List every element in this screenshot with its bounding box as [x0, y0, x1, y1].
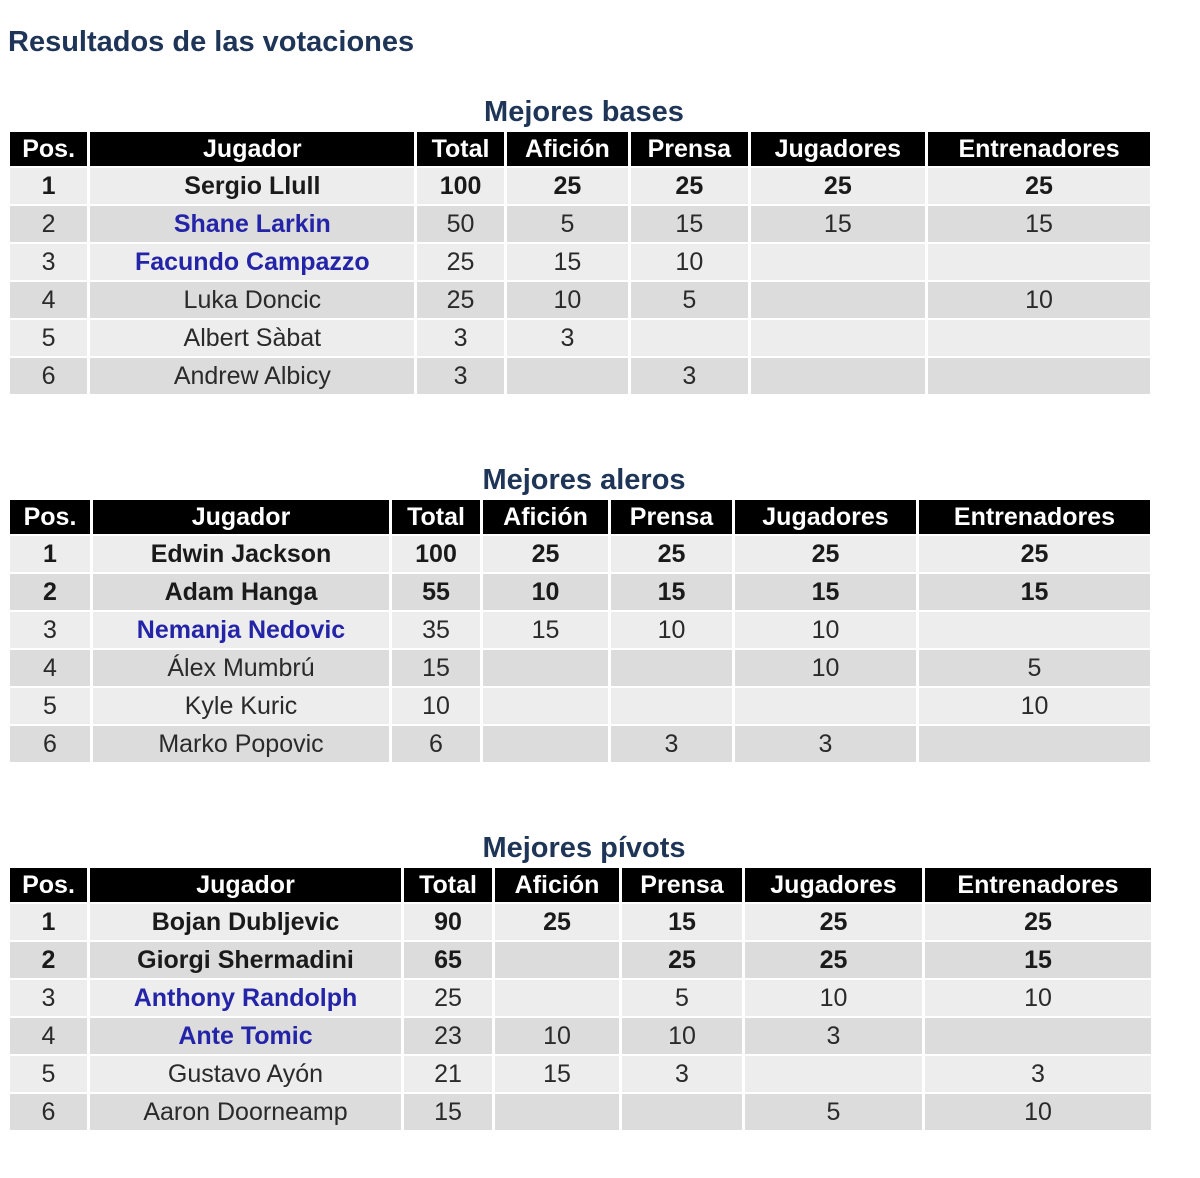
table-row — [10, 206, 1150, 242]
col-header-prensa: Prensa — [631, 132, 747, 166]
cell-pos: 1 — [10, 168, 87, 204]
cell-aficion: 15 — [483, 612, 608, 648]
cell-entrenadores — [928, 358, 1150, 394]
col-header-prensa: Prensa — [611, 500, 732, 534]
cell-total: 35 — [392, 612, 480, 648]
cell-prensa: 3 — [611, 726, 732, 762]
cell-jugadores — [751, 282, 926, 318]
cell-jugadores: 15 — [751, 206, 926, 242]
cell-total: 55 — [392, 574, 480, 610]
cell-pos: 5 — [10, 1056, 87, 1092]
cell-pos: 5 — [10, 688, 90, 724]
cell-aficion: 10 — [495, 1018, 619, 1054]
cell-entrenadores — [919, 612, 1150, 648]
cell-entrenadores: 15 — [928, 206, 1150, 242]
cell-prensa — [611, 688, 732, 724]
cell-player: Edwin Jackson — [93, 536, 389, 572]
cell-player: Albert Sàbat — [90, 320, 414, 356]
results-table — [7, 130, 1153, 396]
cell-player: Gustavo Ayón — [90, 1056, 401, 1092]
table-row — [10, 320, 1150, 356]
table-row — [10, 688, 1150, 724]
cell-prensa — [631, 320, 747, 356]
player-link[interactable]: Facundo Campazzo — [90, 244, 414, 280]
table-row — [10, 574, 1150, 610]
section-title: Mejores pívots — [482, 832, 686, 864]
cell-entrenadores — [925, 1018, 1151, 1054]
col-header-jugadores: Jugadores — [751, 132, 926, 166]
table-row — [10, 168, 1150, 204]
cell-entrenadores: 10 — [919, 688, 1150, 724]
cell-jugadores: 10 — [745, 980, 922, 1016]
cell-jugadores — [735, 688, 916, 724]
cell-total: 65 — [404, 942, 492, 978]
cell-pos: 4 — [10, 282, 87, 318]
cell-aficion — [495, 942, 619, 978]
section-mejores-bases — [10, 94, 1150, 396]
cell-total: 100 — [392, 536, 480, 572]
cell-aficion: 25 — [495, 904, 619, 940]
cell-player: Aaron Doorneamp — [90, 1094, 401, 1130]
table-row — [10, 244, 1150, 280]
col-header-prensa: Prensa — [622, 868, 742, 902]
table-row — [10, 942, 1151, 978]
cell-total: 90 — [404, 904, 492, 940]
col-header-jugador: Jugador — [90, 132, 414, 166]
cell-total: 3 — [417, 320, 503, 356]
cell-pos: 4 — [10, 650, 90, 686]
cell-total: 50 — [417, 206, 503, 242]
section-mejores-pivots — [10, 830, 1150, 1132]
cell-prensa: 3 — [622, 1056, 742, 1092]
header-row — [10, 868, 1151, 902]
cell-jugadores: 5 — [745, 1094, 922, 1130]
col-header-jugador: Jugador — [90, 868, 401, 902]
cell-player: Giorgi Shermadini — [90, 942, 401, 978]
cell-jugadores — [751, 320, 926, 356]
col-header-jugador: Jugador — [93, 500, 389, 534]
cell-player: Álex Mumbrú — [93, 650, 389, 686]
cell-entrenadores: 10 — [925, 1094, 1151, 1130]
col-header-pos: Pos. — [10, 500, 90, 534]
cell-entrenadores: 15 — [925, 942, 1151, 978]
col-header-aficion: Afición — [507, 132, 628, 166]
col-header-pos: Pos. — [10, 868, 87, 902]
cell-pos: 6 — [10, 1094, 87, 1130]
cell-total: 25 — [417, 282, 503, 318]
cell-total: 100 — [417, 168, 503, 204]
table-row — [10, 904, 1151, 940]
results-table — [7, 866, 1154, 1132]
cell-total: 15 — [392, 650, 480, 686]
cell-total: 25 — [417, 244, 503, 280]
cell-aficion: 15 — [507, 244, 628, 280]
cell-pos: 3 — [10, 244, 87, 280]
cell-entrenadores — [919, 726, 1150, 762]
table-row — [10, 980, 1151, 1016]
cell-prensa: 10 — [631, 244, 747, 280]
col-header-entrenadores: Entrenadores — [919, 500, 1150, 534]
section-title: Mejores bases — [484, 96, 684, 128]
cell-prensa: 25 — [611, 536, 732, 572]
cell-pos: 1 — [10, 536, 90, 572]
cell-jugadores: 3 — [745, 1018, 922, 1054]
cell-pos: 3 — [10, 612, 90, 648]
cell-aficion: 25 — [507, 168, 628, 204]
cell-jugadores — [751, 358, 926, 394]
cell-pos: 2 — [10, 574, 90, 610]
cell-aficion: 10 — [507, 282, 628, 318]
cell-player: Adam Hanga — [93, 574, 389, 610]
cell-prensa — [611, 650, 732, 686]
cell-pos: 6 — [10, 358, 87, 394]
cell-jugadores: 10 — [735, 612, 916, 648]
col-header-aficion: Afición — [483, 500, 608, 534]
cell-total: 10 — [392, 688, 480, 724]
table-row — [10, 1094, 1151, 1130]
col-header-entrenadores: Entrenadores — [928, 132, 1150, 166]
cell-jugadores: 25 — [751, 168, 926, 204]
results-table — [7, 498, 1153, 764]
table-row — [10, 282, 1150, 318]
cell-aficion — [495, 1094, 619, 1130]
cell-jugadores: 3 — [735, 726, 916, 762]
section-mejores-aleros — [10, 462, 1150, 764]
cell-pos: 2 — [10, 942, 87, 978]
cell-prensa: 25 — [622, 942, 742, 978]
cell-aficion: 5 — [507, 206, 628, 242]
player-link[interactable]: Anthony Randolph — [90, 980, 401, 1016]
cell-entrenadores: 10 — [928, 282, 1150, 318]
cell-aficion: 15 — [495, 1056, 619, 1092]
col-header-jugadores: Jugadores — [745, 868, 922, 902]
player-link[interactable]: Shane Larkin — [90, 206, 414, 242]
header-row — [10, 500, 1150, 534]
cell-jugadores: 25 — [745, 904, 922, 940]
cell-pos: 6 — [10, 726, 90, 762]
cell-total: 3 — [417, 358, 503, 394]
cell-player: Bojan Dubljevic — [90, 904, 401, 940]
cell-aficion — [495, 980, 619, 1016]
cell-jugadores: 25 — [735, 536, 916, 572]
cell-prensa: 15 — [622, 904, 742, 940]
col-header-total: Total — [417, 132, 503, 166]
cell-player: Sergio Llull — [90, 168, 414, 204]
cell-entrenadores: 25 — [928, 168, 1150, 204]
cell-total: 23 — [404, 1018, 492, 1054]
table-row — [10, 358, 1150, 394]
cell-total: 6 — [392, 726, 480, 762]
cell-entrenadores — [928, 320, 1150, 356]
page-title: Resultados de las votaciones — [8, 26, 415, 58]
player-link[interactable]: Ante Tomic — [90, 1018, 401, 1054]
cell-prensa: 15 — [611, 574, 732, 610]
cell-aficion — [483, 688, 608, 724]
table-row — [10, 726, 1150, 762]
cell-pos: 2 — [10, 206, 87, 242]
cell-prensa: 25 — [631, 168, 747, 204]
cell-jugadores: 15 — [735, 574, 916, 610]
cell-aficion: 25 — [483, 536, 608, 572]
cell-prensa: 15 — [631, 206, 747, 242]
cell-player: Andrew Albicy — [90, 358, 414, 394]
cell-entrenadores: 10 — [925, 980, 1151, 1016]
cell-prensa: 10 — [611, 612, 732, 648]
cell-entrenadores — [928, 244, 1150, 280]
cell-pos: 4 — [10, 1018, 87, 1054]
table-row — [10, 612, 1150, 648]
cell-aficion — [483, 650, 608, 686]
cell-player: Marko Popovic — [93, 726, 389, 762]
table-row — [10, 536, 1150, 572]
cell-pos: 3 — [10, 980, 87, 1016]
cell-entrenadores: 5 — [919, 650, 1150, 686]
cell-jugadores: 25 — [745, 942, 922, 978]
cell-entrenadores: 3 — [925, 1056, 1151, 1092]
col-header-aficion: Afición — [495, 868, 619, 902]
col-header-entrenadores: Entrenadores — [925, 868, 1151, 902]
cell-jugadores: 10 — [735, 650, 916, 686]
cell-prensa: 5 — [622, 980, 742, 1016]
col-header-total: Total — [404, 868, 492, 902]
cell-aficion: 10 — [483, 574, 608, 610]
cell-entrenadores: 25 — [919, 536, 1150, 572]
cell-aficion — [507, 358, 628, 394]
cell-jugadores — [745, 1056, 922, 1092]
table-row — [10, 650, 1150, 686]
cell-total: 21 — [404, 1056, 492, 1092]
cell-total: 25 — [404, 980, 492, 1016]
cell-total: 15 — [404, 1094, 492, 1130]
cell-prensa: 10 — [622, 1018, 742, 1054]
cell-prensa — [622, 1094, 742, 1130]
player-link[interactable]: Nemanja Nedovic — [93, 612, 389, 648]
cell-pos: 1 — [10, 904, 87, 940]
cell-pos: 5 — [10, 320, 87, 356]
col-header-pos: Pos. — [10, 132, 87, 166]
cell-player: Luka Doncic — [90, 282, 414, 318]
cell-player: Kyle Kuric — [93, 688, 389, 724]
cell-prensa: 3 — [631, 358, 747, 394]
cell-entrenadores: 25 — [925, 904, 1151, 940]
table-row — [10, 1018, 1151, 1054]
cell-entrenadores: 15 — [919, 574, 1150, 610]
col-header-total: Total — [392, 500, 480, 534]
col-header-jugadores: Jugadores — [735, 500, 916, 534]
table-row — [10, 1056, 1151, 1092]
cell-jugadores — [751, 244, 926, 280]
cell-aficion: 3 — [507, 320, 628, 356]
header-row — [10, 132, 1150, 166]
cell-prensa: 5 — [631, 282, 747, 318]
cell-aficion — [483, 726, 608, 762]
section-title: Mejores aleros — [482, 464, 686, 496]
